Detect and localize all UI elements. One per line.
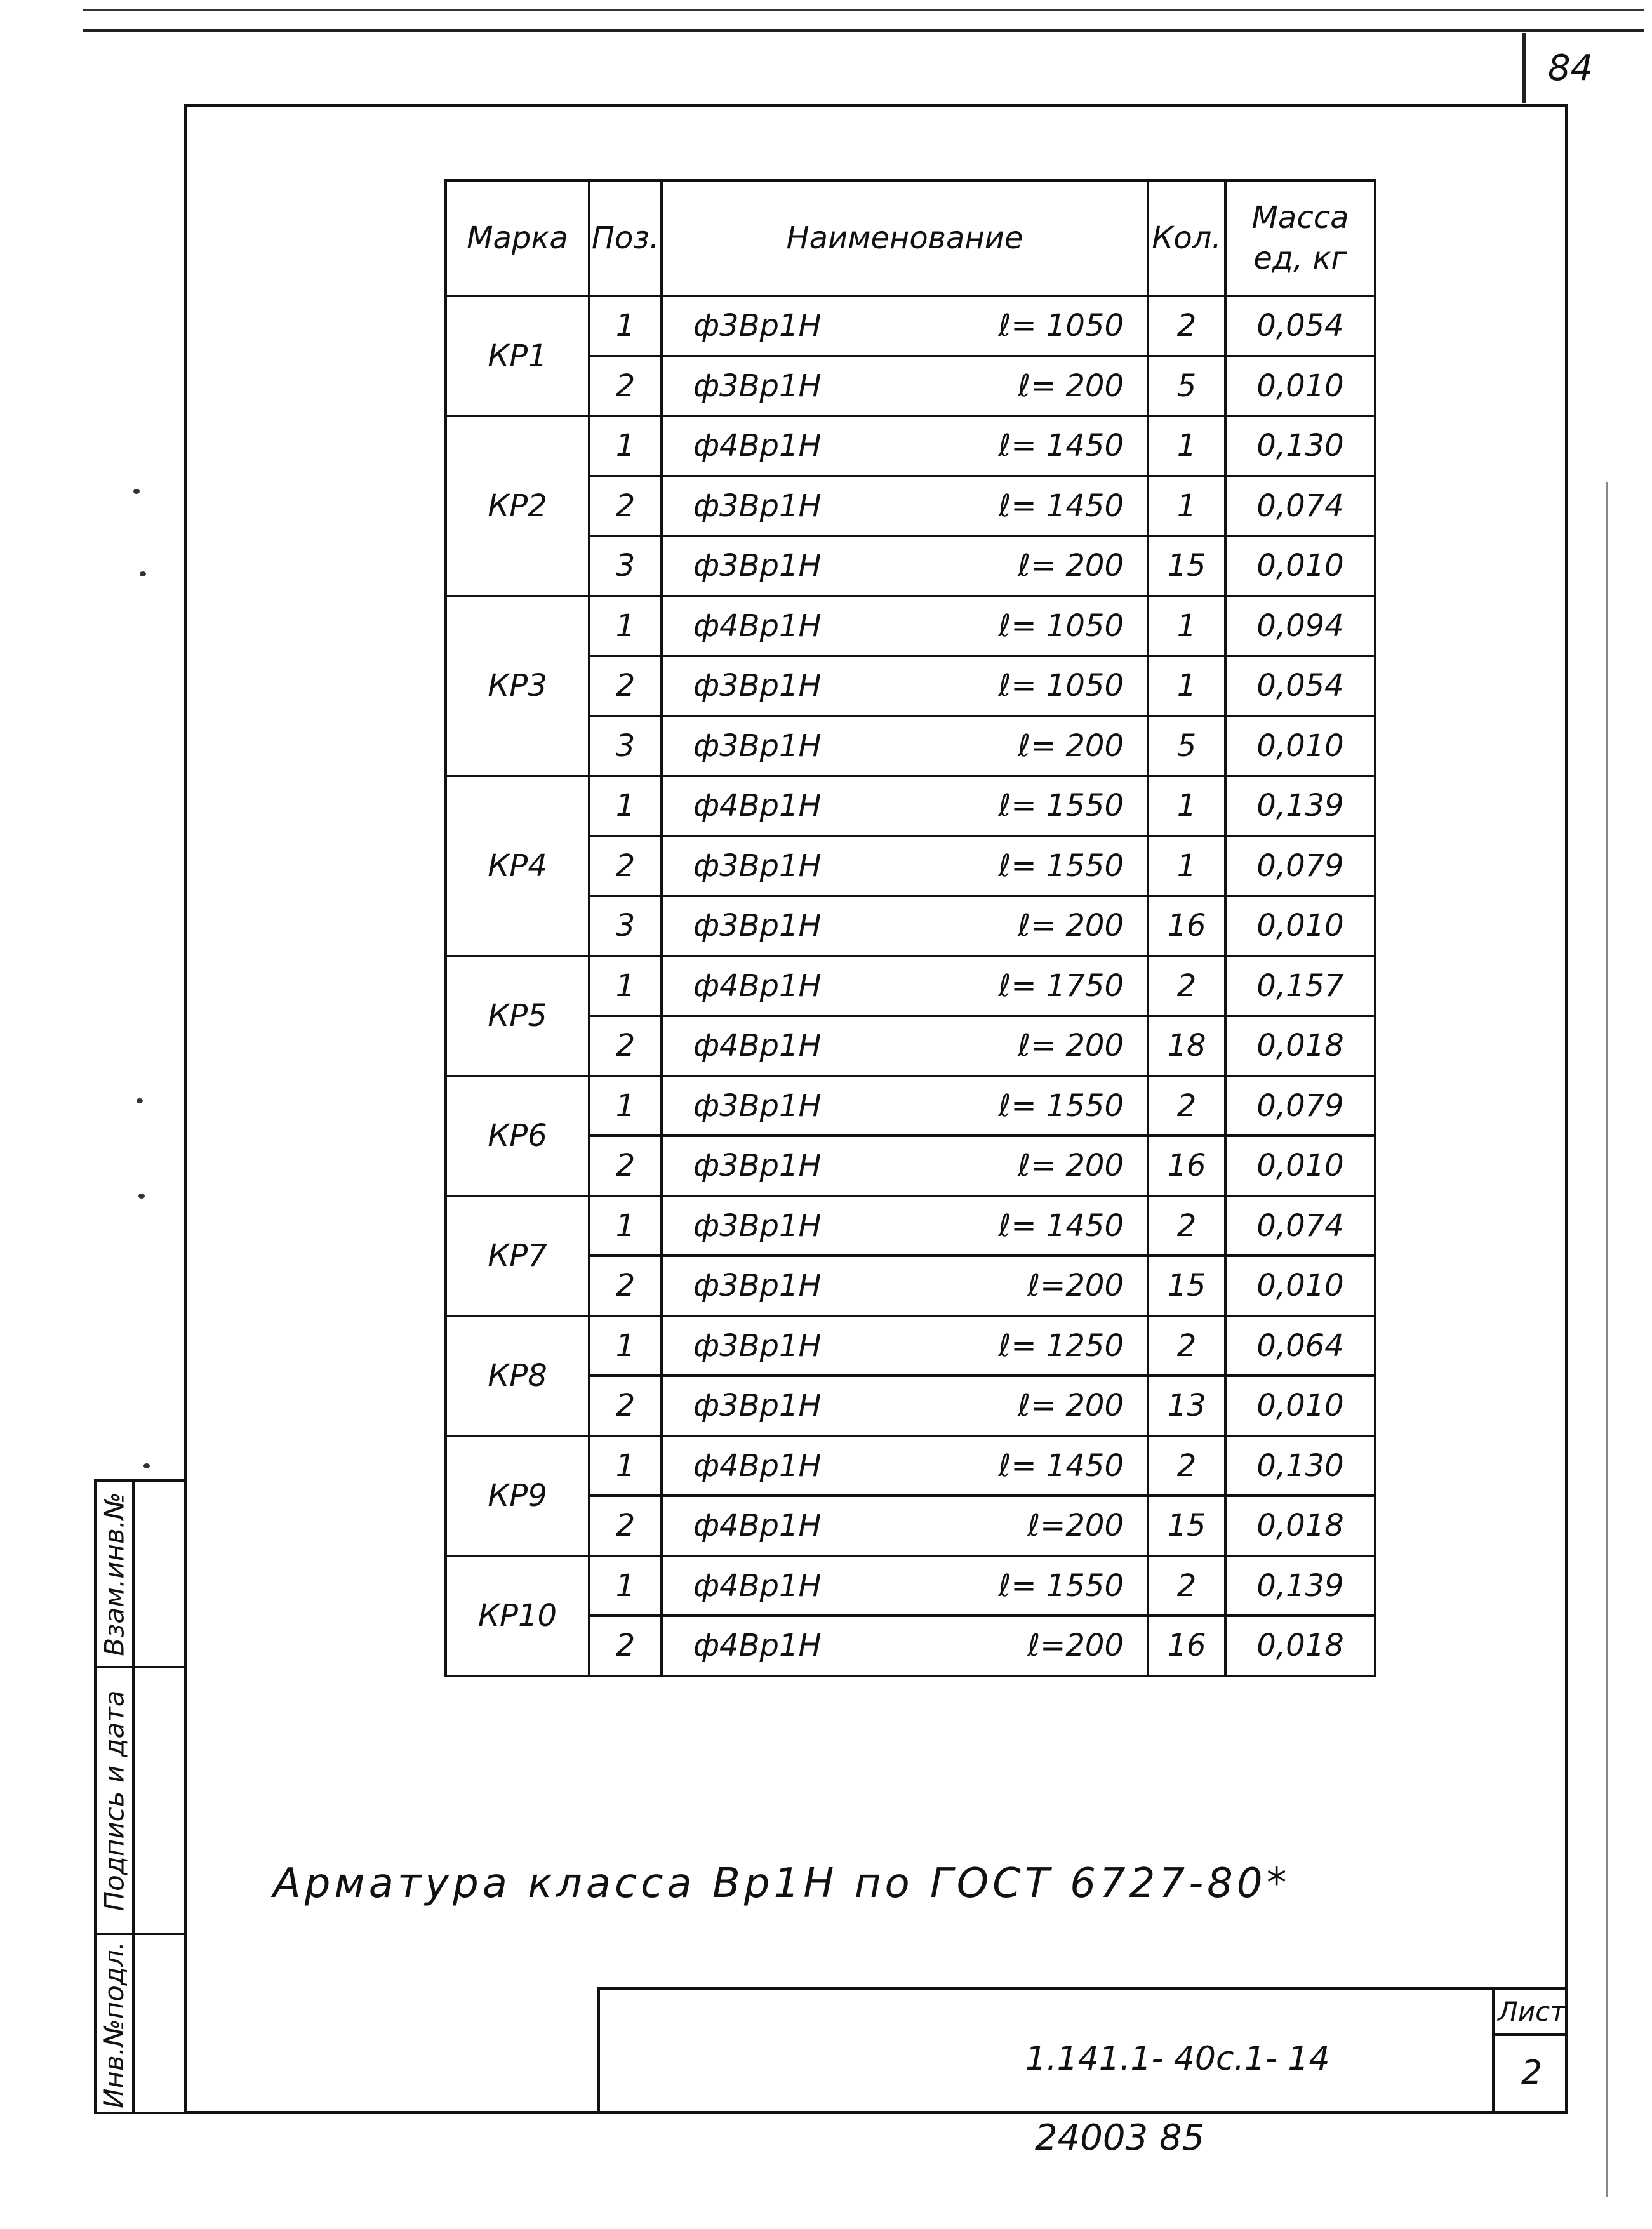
cell-pos: 2 bbox=[589, 836, 662, 896]
cell-mass: 0,054 bbox=[1225, 296, 1375, 356]
cell-mass: 0,094 bbox=[1225, 596, 1375, 656]
cell-mark: КР10 bbox=[446, 1556, 589, 1676]
cell-bar-spec: ф4Вр1Н bbox=[693, 428, 822, 464]
reinforcement-spec-table bbox=[444, 179, 1376, 1677]
cell-qty: 1 bbox=[1148, 656, 1225, 716]
cell-qty: 5 bbox=[1148, 716, 1225, 776]
cell-name bbox=[662, 656, 1148, 716]
header-name: Наименование bbox=[662, 180, 1148, 296]
cell-bar-length: ℓ= 200 bbox=[1018, 1388, 1124, 1424]
cell-bar-spec: ф4Вр1Н bbox=[693, 1628, 822, 1664]
cell-name bbox=[662, 296, 1148, 356]
cell-mass: 0,010 bbox=[1225, 356, 1375, 416]
cell-name bbox=[662, 1076, 1148, 1136]
table-row bbox=[446, 1076, 1375, 1136]
cell-mass: 0,130 bbox=[1225, 416, 1375, 476]
cell-bar-length: ℓ= 1450 bbox=[998, 1447, 1124, 1484]
cell-bar-length: ℓ= 200 bbox=[1018, 1028, 1124, 1064]
cell-pos: 1 bbox=[589, 956, 662, 1016]
cell-bar-length: ℓ= 1250 bbox=[998, 1327, 1124, 1364]
table-row bbox=[446, 1196, 1375, 1256]
cell-bar-spec: ф4Вр1Н bbox=[693, 1567, 822, 1604]
cell-pos: 1 bbox=[589, 1076, 662, 1136]
cell-pos: 2 bbox=[589, 476, 662, 536]
cell-name bbox=[662, 1196, 1148, 1256]
cell-qty: 15 bbox=[1148, 536, 1225, 596]
cell-name bbox=[662, 1436, 1148, 1496]
cell-name bbox=[662, 1316, 1148, 1376]
cell-bar-length: ℓ=200 bbox=[1027, 1628, 1124, 1664]
cell-qty: 2 bbox=[1148, 1556, 1225, 1616]
table-row bbox=[446, 416, 1375, 476]
cell-bar-length: ℓ= 1550 bbox=[998, 848, 1124, 884]
cell-bar-spec: ф3Вр1Н bbox=[693, 728, 822, 764]
cell-pos: 2 bbox=[589, 656, 662, 716]
cell-mass: 0,018 bbox=[1225, 1016, 1375, 1076]
cell-bar-spec: ф4Вр1Н bbox=[693, 968, 822, 1004]
cell-bar-spec: ф4Вр1Н bbox=[693, 1447, 822, 1484]
cell-mass: 0,139 bbox=[1225, 776, 1375, 836]
cell-bar-length: ℓ=200 bbox=[1027, 1508, 1124, 1544]
cell-qty: 13 bbox=[1148, 1376, 1225, 1436]
cell-name bbox=[662, 476, 1148, 536]
sheet-number: 2 bbox=[1521, 2054, 1543, 2092]
table-row bbox=[446, 1556, 1375, 1616]
cell-bar-length: ℓ= 1050 bbox=[998, 668, 1124, 704]
cell-bar-spec: ф3Вр1Н bbox=[693, 308, 822, 344]
cell-name bbox=[662, 1556, 1148, 1616]
cell-mass: 0,018 bbox=[1225, 1496, 1375, 1556]
table-row bbox=[446, 296, 1375, 356]
cell-mass: 0,139 bbox=[1225, 1556, 1375, 1616]
cell-mark: КР1 bbox=[446, 296, 589, 416]
cell-pos: 3 bbox=[589, 536, 662, 596]
scan-top-edge bbox=[83, 9, 1644, 11]
cell-bar-length: ℓ= 1450 bbox=[998, 1208, 1124, 1244]
cell-mass: 0,074 bbox=[1225, 476, 1375, 536]
cell-name bbox=[662, 596, 1148, 656]
side-label-inv-replace: Взам.инв.№ bbox=[98, 1491, 130, 1656]
cell-bar-length: ℓ= 1550 bbox=[998, 1088, 1124, 1124]
cell-mass: 0,064 bbox=[1225, 1316, 1375, 1376]
header-mass-line1: Масса bbox=[1251, 200, 1349, 236]
cell-pos: 2 bbox=[589, 356, 662, 416]
cell-pos: 1 bbox=[589, 296, 662, 356]
table-header-row bbox=[446, 180, 1375, 296]
cell-bar-spec: ф3Вр1Н bbox=[693, 908, 822, 944]
cell-bar-length: ℓ=200 bbox=[1027, 1268, 1124, 1304]
cell-qty: 18 bbox=[1148, 1016, 1225, 1076]
cell-mark: КР9 bbox=[446, 1436, 589, 1556]
cell-pos: 3 bbox=[589, 716, 662, 776]
cell-qty: 2 bbox=[1148, 956, 1225, 1016]
cell-pos: 1 bbox=[589, 596, 662, 656]
cell-name bbox=[662, 536, 1148, 596]
cell-bar-spec: ф4Вр1Н bbox=[693, 788, 822, 824]
cell-mark: КР6 bbox=[446, 1076, 589, 1196]
cell-qty: 16 bbox=[1148, 1136, 1225, 1196]
cell-bar-length: ℓ= 1050 bbox=[998, 308, 1124, 344]
reinforcement-note: Арматура класса Вр1Н по ГОСТ 6727-80* bbox=[273, 1860, 1291, 1907]
cell-mark: КР5 bbox=[446, 956, 589, 1076]
scan-right-edge bbox=[1606, 482, 1608, 2197]
cell-bar-spec: ф3Вр1Н bbox=[693, 1327, 822, 1364]
cell-name bbox=[662, 1016, 1148, 1076]
page-number: 84 bbox=[1548, 48, 1594, 89]
cell-mass: 0,157 bbox=[1225, 956, 1375, 1016]
cell-name bbox=[662, 776, 1148, 836]
cell-bar-length: ℓ= 200 bbox=[1018, 908, 1124, 944]
cell-pos: 2 bbox=[589, 1496, 662, 1556]
cell-qty: 2 bbox=[1148, 1196, 1225, 1256]
header-mass bbox=[1225, 180, 1375, 296]
header-qty: Кол. bbox=[1148, 180, 1225, 296]
cell-mass: 0,079 bbox=[1225, 836, 1375, 896]
cell-mass: 0,010 bbox=[1225, 536, 1375, 596]
cell-pos: 2 bbox=[589, 1016, 662, 1076]
table-body bbox=[446, 296, 1375, 1676]
table-row bbox=[446, 596, 1375, 656]
cell-bar-length: ℓ= 1750 bbox=[998, 968, 1124, 1004]
cell-qty: 2 bbox=[1148, 1436, 1225, 1496]
cell-bar-spec: ф3Вр1Н bbox=[693, 368, 822, 404]
cell-pos: 3 bbox=[589, 896, 662, 956]
cell-qty: 2 bbox=[1148, 1316, 1225, 1376]
cell-mass: 0,130 bbox=[1225, 1436, 1375, 1496]
cell-qty: 15 bbox=[1148, 1496, 1225, 1556]
cell-qty: 1 bbox=[1148, 776, 1225, 836]
cell-pos: 1 bbox=[589, 1196, 662, 1256]
cell-name bbox=[662, 1616, 1148, 1676]
table-row bbox=[446, 1436, 1375, 1496]
cell-name bbox=[662, 1256, 1148, 1316]
cell-bar-spec: ф4Вр1Н bbox=[693, 608, 822, 644]
cell-bar-spec: ф3Вр1Н bbox=[693, 1148, 822, 1184]
cell-name bbox=[662, 1496, 1148, 1556]
scan-speck bbox=[138, 1194, 145, 1199]
table-row bbox=[446, 776, 1375, 836]
cell-qty: 15 bbox=[1148, 1256, 1225, 1316]
cell-name bbox=[662, 716, 1148, 776]
cell-name bbox=[662, 836, 1148, 896]
cell-bar-spec: ф3Вр1Н bbox=[693, 668, 822, 704]
cell-mass: 0,010 bbox=[1225, 896, 1375, 956]
header-mark: Марка bbox=[446, 180, 589, 296]
cell-mark: КР3 bbox=[446, 596, 589, 776]
cell-qty: 1 bbox=[1148, 596, 1225, 656]
cell-mass: 0,074 bbox=[1225, 1196, 1375, 1256]
cell-mark: КР8 bbox=[446, 1316, 589, 1436]
cell-mass: 0,010 bbox=[1225, 1256, 1375, 1316]
cell-qty: 16 bbox=[1148, 1616, 1225, 1676]
side-cell-inv-replace bbox=[97, 1482, 184, 1666]
cell-pos: 2 bbox=[589, 1256, 662, 1316]
bottom-stamp: 24003 85 bbox=[1035, 2117, 1205, 2159]
cell-qty: 2 bbox=[1148, 1076, 1225, 1136]
page-number-divider bbox=[1522, 33, 1526, 103]
cell-mass: 0,010 bbox=[1225, 1376, 1375, 1436]
sheet-cell bbox=[1492, 1990, 1568, 2114]
cell-pos: 1 bbox=[589, 1436, 662, 1496]
cell-mass: 0,018 bbox=[1225, 1616, 1375, 1676]
cell-name bbox=[662, 956, 1148, 1016]
cell-bar-length: ℓ= 200 bbox=[1018, 548, 1124, 584]
cell-bar-spec: ф3Вр1Н bbox=[693, 1388, 822, 1424]
cell-bar-spec: ф4Вр1Н bbox=[693, 1028, 822, 1064]
cell-mass: 0,010 bbox=[1225, 716, 1375, 776]
cell-bar-spec: ф3Вр1Н bbox=[693, 1268, 822, 1304]
table-row bbox=[446, 956, 1375, 1016]
cell-qty: 16 bbox=[1148, 896, 1225, 956]
cell-mark: КР7 bbox=[446, 1196, 589, 1316]
side-cell-inv-orig bbox=[97, 1933, 184, 2114]
cell-name bbox=[662, 356, 1148, 416]
cell-bar-length: ℓ= 1050 bbox=[998, 608, 1124, 644]
cell-name bbox=[662, 1136, 1148, 1196]
cell-bar-length: ℓ= 1450 bbox=[998, 488, 1124, 524]
cell-bar-spec: ф3Вр1Н bbox=[693, 548, 822, 584]
cell-bar-length: ℓ= 1550 bbox=[998, 788, 1124, 824]
cell-bar-spec: ф3Вр1Н bbox=[693, 488, 822, 524]
cell-pos: 1 bbox=[589, 1556, 662, 1616]
cell-pos: 1 bbox=[589, 416, 662, 476]
cell-qty: 5 bbox=[1148, 356, 1225, 416]
cell-pos: 1 bbox=[589, 1316, 662, 1376]
cell-name bbox=[662, 416, 1148, 476]
cell-bar-length: ℓ= 200 bbox=[1018, 368, 1124, 404]
side-binding-strip bbox=[94, 1479, 184, 2114]
cell-mass: 0,079 bbox=[1225, 1076, 1375, 1136]
scan-speck bbox=[140, 571, 146, 576]
cell-bar-length: ℓ= 200 bbox=[1018, 1148, 1124, 1184]
header-mass-line2: ед, кг bbox=[1253, 241, 1347, 276]
side-label-sign-date: Подпись и дата bbox=[98, 1690, 130, 1911]
cell-qty: 1 bbox=[1148, 476, 1225, 536]
cell-qty: 2 bbox=[1148, 296, 1225, 356]
cell-name bbox=[662, 896, 1148, 956]
side-label-inv-orig: Инв.№подл. bbox=[98, 1941, 130, 2108]
table-row bbox=[446, 1316, 1375, 1376]
cell-qty: 1 bbox=[1148, 836, 1225, 896]
document-code: 1.141.1- 40с.1- 14 bbox=[1025, 2040, 1330, 2078]
scan-speck bbox=[133, 489, 140, 494]
cell-pos: 2 bbox=[589, 1616, 662, 1676]
scan-speck bbox=[143, 1463, 150, 1468]
cell-mark: КР2 bbox=[446, 416, 589, 596]
cell-qty: 1 bbox=[1148, 416, 1225, 476]
cell-bar-length: ℓ= 1550 bbox=[998, 1567, 1124, 1604]
cell-pos: 2 bbox=[589, 1376, 662, 1436]
cell-mass: 0,054 bbox=[1225, 656, 1375, 716]
side-cell-sign-date bbox=[97, 1666, 184, 1933]
cell-bar-spec: ф4Вр1Н bbox=[693, 1508, 822, 1544]
sheet-label: Лист bbox=[1495, 1990, 1568, 2036]
cell-bar-spec: ф3Вр1Н bbox=[693, 848, 822, 884]
cell-bar-length: ℓ= 1450 bbox=[998, 428, 1124, 464]
cell-pos: 1 bbox=[589, 776, 662, 836]
cell-mass: 0,010 bbox=[1225, 1136, 1375, 1196]
cell-bar-spec: ф3Вр1Н bbox=[693, 1208, 822, 1244]
header-pos: Поз. bbox=[589, 180, 662, 296]
title-block bbox=[597, 1987, 1568, 2114]
sheet-top-border bbox=[83, 29, 1644, 32]
cell-name bbox=[662, 1376, 1148, 1436]
cell-mark: КР4 bbox=[446, 776, 589, 956]
scan-speck bbox=[137, 1098, 143, 1103]
cell-pos: 2 bbox=[589, 1136, 662, 1196]
cell-bar-length: ℓ= 200 bbox=[1018, 728, 1124, 764]
cell-bar-spec: ф3Вр1Н bbox=[693, 1088, 822, 1124]
